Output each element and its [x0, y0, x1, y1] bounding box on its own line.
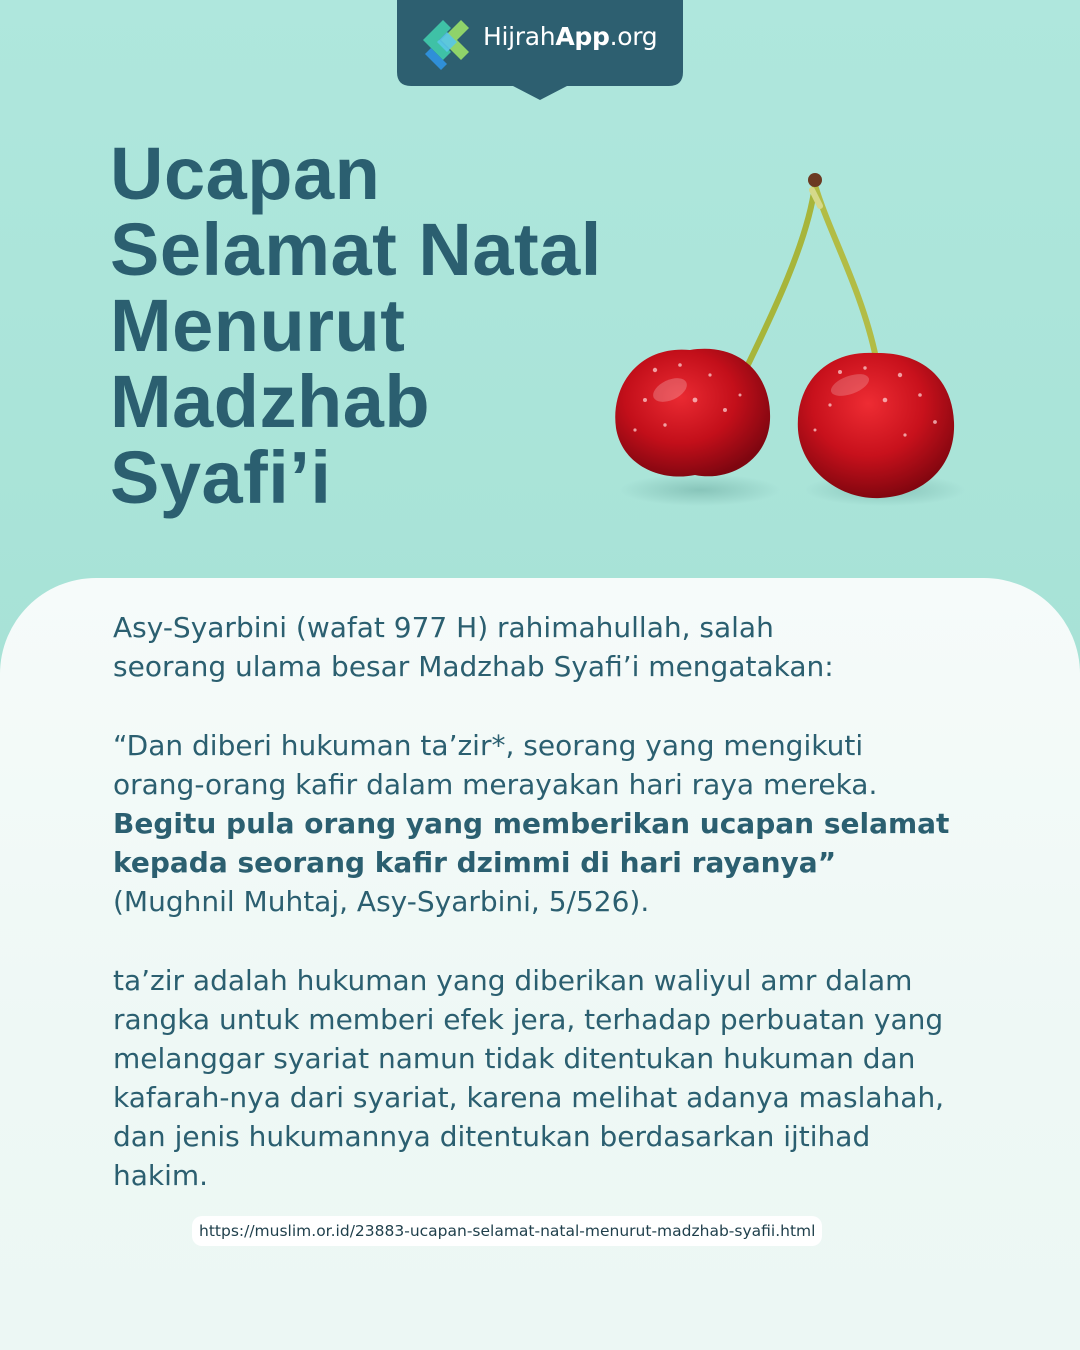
intro-paragraph [113, 608, 993, 686]
quote-bold-line-2: kepada seorang kafir dzimmi di hari rayanya” [113, 846, 837, 879]
brand-bold: App [555, 22, 610, 51]
intro-line-2: seorang ulama besar Madzhab Syafi’i mengatakan: [113, 650, 834, 683]
title-line-4: Madzhab [110, 360, 431, 443]
note-line-3: melanggar syariat namun tidak ditentukan hukuman dan [113, 1042, 916, 1075]
note-line-2: rangka untuk memberi efek jera, terhadap perbuatan yang [113, 1003, 944, 1036]
brand-name [483, 22, 657, 51]
quote-paragraph [113, 726, 993, 921]
citation: (Mughnil Muhtaj, Asy-Syarbini, 5/526). [113, 885, 650, 918]
title-line-5: Syafi’i [110, 436, 332, 519]
logo-header[interactable] [397, 0, 683, 100]
quote-bold-line-1: Begitu pula orang yang memberikan ucapan selamat [113, 807, 950, 840]
intro-line-1: Asy-Syarbini (wafat 977 H) rahimahullah, salah [113, 611, 774, 644]
quote-line-2: orang-orang kafir dalam merayakan hari raya mereka. [113, 768, 878, 801]
page-title [110, 132, 602, 519]
hijrahapp-logo-icon [417, 10, 475, 70]
title-line-3: Menurut [110, 284, 406, 367]
note-line-6: hakim. [113, 1159, 209, 1192]
brand-suffix: .org [609, 22, 658, 51]
note-line-1: ta’zir adalah hukuman yang diberikan waliyul amr dalam [113, 964, 913, 997]
title-line-1: Ucapan [110, 132, 381, 215]
quote-line-1: “Dan diberi hukuman ta’zir*, seorang yang mengikuti [113, 729, 864, 762]
brand-regular: Hijrah [483, 22, 556, 51]
cherries-image [600, 160, 970, 520]
note-line-5: dan jenis hukumannya ditentukan berdasarkan ijtihad [113, 1120, 871, 1153]
note-paragraph [113, 961, 993, 1195]
source-url-link[interactable]: https://muslim.or.id/23883-ucapan-selamat-natal-menurut-madzhab-syafii.html [192, 1216, 822, 1246]
note-line-4: kafarah-nya dari syariat, karena melihat adanya maslahah, [113, 1081, 945, 1114]
title-line-2: Selamat Natal [110, 208, 602, 291]
